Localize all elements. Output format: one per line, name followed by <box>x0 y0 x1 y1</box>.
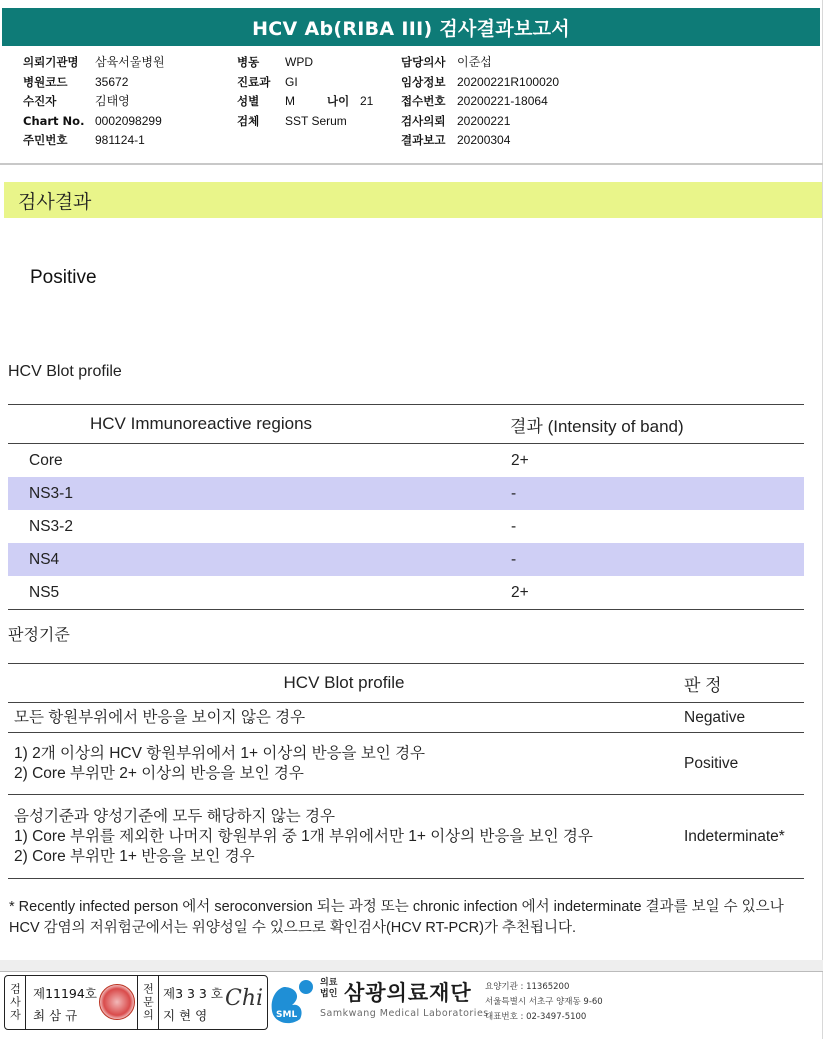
table-row <box>8 703 804 733</box>
info-label: 주민번호 <box>23 133 68 147</box>
info-label: 검사의뢰 <box>401 113 446 128</box>
signature: Chi <box>225 986 264 1011</box>
patient-info-col1 <box>23 53 165 151</box>
info-row <box>401 131 559 151</box>
divider <box>0 163 823 165</box>
result-cell: - <box>509 543 804 576</box>
doctor-name: 지 현 영 <box>163 1008 208 1023</box>
column-header: 결과 (Intensity of band) <box>509 405 804 444</box>
info-row <box>401 73 559 93</box>
footer-divider <box>0 971 823 972</box>
region-cell: NS3-1 <box>8 477 509 510</box>
info-value: 삼육서울병원 <box>95 55 165 69</box>
info-value: SST Serum <box>285 113 347 128</box>
info-label: 결과보고 <box>401 133 446 147</box>
lab-name: 삼광의료재단 <box>344 981 472 1005</box>
region-cell: NS4 <box>8 543 509 576</box>
signature-box <box>4 975 268 1030</box>
info-label: 의뢰기관명 <box>23 55 79 69</box>
lab-logo <box>320 977 489 1019</box>
logo-badge: SML <box>276 1010 298 1020</box>
report-title: HCV Ab(RIBA III) 검사결과보고서 <box>2 8 820 46</box>
table-row <box>8 477 804 510</box>
result-cell: 2+ <box>509 576 804 610</box>
info-value: 20200221-18064 <box>457 94 548 108</box>
info-value: 35672 <box>95 74 129 89</box>
logo-prefix-line: 법인 <box>320 989 338 999</box>
info-label: 병동 <box>237 55 260 69</box>
lab-contact <box>485 980 603 1025</box>
age-value: 21 <box>360 94 374 108</box>
table-row <box>8 444 804 478</box>
info-value: 20200221R100020 <box>457 74 560 89</box>
doctor-label: 전문의 <box>141 983 155 1022</box>
info-label: 담당의사 <box>401 55 446 69</box>
criteria-line: 모든 항원부위에서 반응을 보이지 않은 경우 <box>14 708 306 726</box>
criteria-line: 2) Core 부위만 2+ 이상의 반응을 보인 경우 <box>14 764 304 782</box>
region-cell: NS3-2 <box>29 517 73 535</box>
age-label: 나이 <box>327 94 350 108</box>
info-label: 접수번호 <box>401 94 446 108</box>
info-row <box>401 112 559 132</box>
logo-prefix <box>320 978 337 1000</box>
result-cell: - <box>509 477 804 510</box>
blot-table <box>8 404 804 610</box>
info-label: 병원코드 <box>23 74 68 89</box>
contact-line: 서울특별시 서초구 양재동 9-60 <box>485 997 603 1007</box>
criteria-line: 1) Core 부위를 제외한 나머지 항원부위 중 1개 부위에서만 1+ 이상의 반응을 보인 경우 <box>14 827 593 845</box>
doctor-vertical-label <box>137 976 159 1029</box>
info-row <box>401 53 559 73</box>
doctor-license: 제3 3 3 호 <box>163 986 223 1001</box>
info-label: 수진자 <box>23 94 57 108</box>
patient-info-col3 <box>401 53 559 151</box>
section-title: 검사결과 <box>18 190 92 213</box>
criteria-line: 2) Core 부위만 1+ 반응을 보인 경우 <box>14 847 255 865</box>
info-row <box>237 92 373 112</box>
official-seal-icon <box>99 984 135 1020</box>
info-value: WPD <box>285 55 313 69</box>
info-label: Chart No. <box>23 113 85 128</box>
tester-vertical-label <box>5 976 26 1029</box>
contact-line: 대표번호 : 02-3497-5100 <box>485 1012 587 1022</box>
criteria-line: 1) 2개 이상의 HCV 항원부위에서 1+ 이상의 반응을 보인 경우 <box>14 744 426 762</box>
info-value: 20200221 <box>457 113 511 128</box>
patient-info-col2 <box>237 53 373 131</box>
criteria-description <box>8 733 680 795</box>
info-value: 0002098299 <box>95 113 162 128</box>
judgement-cell: Negative <box>680 703 804 733</box>
result-cell: - <box>511 517 517 535</box>
logo-prefix-line: 의료 <box>320 978 338 988</box>
info-row <box>401 92 559 112</box>
info-label: 임상정보 <box>401 74 446 89</box>
region-cell: NS5 <box>8 576 509 610</box>
footnote: * Recently infected person 에서 seroconversion 되는 과정 또는 chronic infection 에서 indeterminate 결과를 보일 수 있으나 HCV 감염의 저위험군에서는 위양성일 수 있으므로 확인검사(HCV RT-PCR)가 추천됩니다. <box>9 899 784 936</box>
criteria-table <box>8 663 804 879</box>
info-row <box>23 131 165 151</box>
info-value: M <box>285 94 295 108</box>
blot-header-row <box>8 405 804 444</box>
info-value: 981124-1 <box>95 133 145 147</box>
criteria-description <box>8 795 680 879</box>
blot-profile-title: HCV Blot profile <box>8 363 122 380</box>
region-cell: Core <box>29 451 63 469</box>
judgement-cell: Positive <box>680 733 804 795</box>
info-row <box>23 112 165 132</box>
judgement-cell: Indeterminate* <box>680 795 804 879</box>
info-label: 진료과 <box>237 74 271 89</box>
criteria-description <box>8 703 680 733</box>
column-header: HCV Blot profile <box>8 664 680 703</box>
overall-result: Positive <box>30 267 97 288</box>
info-row <box>237 112 373 132</box>
column-header: 판 정 <box>680 664 804 703</box>
criteria-header-row <box>8 664 804 703</box>
result-cell: 2+ <box>511 451 529 469</box>
criteria-title: 판정기준 <box>8 627 70 644</box>
info-label: 성별 <box>237 94 260 108</box>
tester-label: 검사자 <box>8 983 22 1022</box>
table-row <box>8 576 804 610</box>
info-value: 이준섭 <box>457 55 492 69</box>
info-row <box>23 53 165 73</box>
section-header <box>4 182 822 218</box>
info-row <box>23 73 165 93</box>
table-row <box>8 795 804 879</box>
tester-name: 최 삼 규 <box>33 1008 78 1023</box>
tester-license: 제11194호 <box>33 986 97 1001</box>
lab-name-en: Samkwang Medical Laboratories <box>320 1008 489 1019</box>
table-row <box>8 733 804 795</box>
info-value: 김태영 <box>95 94 130 108</box>
criteria-line: 음성기준과 양성기준에 모두 해당하지 않는 경우 <box>14 807 335 825</box>
info-row <box>237 73 373 93</box>
info-label: 검체 <box>237 113 260 128</box>
info-row <box>237 53 373 73</box>
table-row <box>8 510 804 543</box>
column-header: HCV Immunoreactive regions <box>8 405 509 444</box>
info-row <box>23 92 165 112</box>
info-value: 20200304 <box>457 133 511 147</box>
table-row <box>8 543 804 576</box>
contact-line: 요양기관 : 11365200 <box>485 982 570 992</box>
info-value: GI <box>285 74 298 89</box>
sml-logo-icon <box>270 977 316 1027</box>
